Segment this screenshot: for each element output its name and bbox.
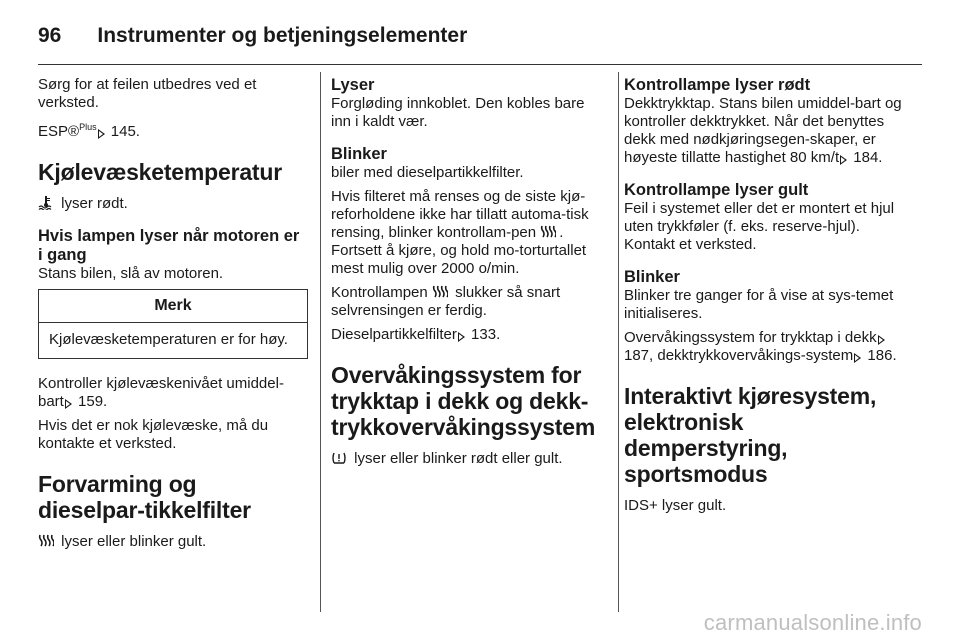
- paragraph: [331, 284, 603, 320]
- esp-label: ESP®: [38, 123, 80, 140]
- tpms-text: lyser eller blinker rødt eller gult.: [350, 450, 563, 467]
- monitor-text: Overvåkingssystem for trykktap i dekk: [624, 329, 877, 346]
- subsection-heading: Kontrollampe lyser rødt: [624, 76, 811, 94]
- page-ref: 159.: [73, 393, 108, 410]
- subsection-heading: Lyser: [331, 76, 375, 94]
- page-header: [38, 16, 467, 56]
- column-middle: [331, 76, 603, 474]
- section-heading: Interaktivt kjøresystem, elektronisk demperstyring, sportsmodus: [624, 383, 877, 487]
- paragraph: [624, 329, 909, 365]
- page-ref: 184.: [849, 149, 883, 166]
- paragraph: Blinker tre ganger for å vise at sys-temet initialiseres.: [624, 287, 894, 322]
- tire-pressure-icon: [331, 451, 347, 465]
- subsection-heading: Blinker: [624, 268, 680, 286]
- paragraph: [38, 195, 308, 213]
- paragraph: [331, 326, 603, 344]
- section-heading: Overvåkingssystem for trykktap i dekk og dekk-trykkovervåkingssystem: [331, 362, 596, 440]
- page-ref: 133.: [466, 326, 501, 343]
- filter-text-2: . Fortsett å kjøre, og hold mo-torturtallet mest mulig over 2000 o/min.: [331, 224, 587, 277]
- paragraph: Stans bilen, slå av motoren.: [38, 265, 224, 282]
- paragraph: Feil i systemet eller det er montert et hjul uten trykkføler (f. eks. reserve-hjul). Kontakt et verksted.: [624, 200, 895, 253]
- subsection-heading: Blinker: [331, 145, 387, 163]
- paragraph: [38, 375, 308, 411]
- red-text: Dekktrykktap. Stans bilen umiddel-bart og kontroller dekktrykket. Når det benyttes dekk med nødkjøringsegen-skaper, er høyeste tillatte hastighet 80 km/t: [624, 95, 902, 166]
- page-ref-arrow-icon: [854, 350, 862, 360]
- page-ref: 145.: [106, 123, 140, 140]
- section-heading: Kjølevæsketemperatur: [38, 159, 282, 185]
- page-ref: 187, dekktrykkovervåkings-system: [624, 347, 854, 364]
- header-rule: [38, 64, 922, 65]
- column-divider: [618, 72, 619, 612]
- paragraph: [38, 118, 308, 141]
- paragraph: biler med dieselpartikkelfilter.: [331, 164, 524, 181]
- check-text: Kontroller kjølevæskenivået umiddel-bart: [38, 375, 284, 410]
- lamp-pre: Kontrollampen: [331, 284, 428, 301]
- subsection-heading: Hvis lampen lyser når motoren er i gang: [38, 227, 300, 264]
- note-title: Merk: [39, 290, 307, 323]
- note-box: [38, 289, 308, 359]
- paragraph: [331, 450, 603, 468]
- page-ref-arrow-icon: [65, 396, 73, 406]
- watermark: carmanualsonline.info: [703, 610, 922, 635]
- note-body: Kjølevæsketemperaturen er for høy.: [49, 331, 288, 348]
- column-divider: [320, 72, 321, 612]
- paragraph: Hvis det er nok kjølevæske, må du kontakte et verksted.: [38, 417, 269, 452]
- paragraph: [38, 533, 308, 551]
- page-ref-arrow-icon: [458, 329, 466, 339]
- preheat-text: lyser eller blinker gult.: [57, 533, 207, 550]
- glow-plug-icon: [38, 534, 54, 548]
- paragraph: Sørg for at feilen utbedres ved et verksted.: [38, 76, 257, 111]
- page-ref-arrow-icon: [840, 152, 848, 162]
- coolant-text: lyser rødt.: [57, 195, 128, 212]
- paragraph: [624, 95, 909, 167]
- paragraph: [331, 188, 603, 278]
- page-title: Instrumenter og betjeningselementer: [97, 24, 468, 47]
- glow-plug-icon: [432, 285, 448, 299]
- page-ref-arrow-icon: [878, 332, 886, 342]
- subsection-heading: Kontrollampe lyser gult: [624, 181, 809, 199]
- page-number: 96: [38, 24, 62, 47]
- filter-text: Hvis filteret må renses og de siste kjø-reforholdene ikke har tillatt automa-tisk rensing, blinker kontrollam-pen: [331, 188, 589, 241]
- dpf-text: Dieselpartikkelfilter: [331, 326, 457, 343]
- page-ref: 186.: [863, 347, 897, 364]
- esp-superscript: Plus: [79, 122, 97, 132]
- lamp-post: slukker så snart selvrensingen er ferdig.: [331, 284, 561, 319]
- column-right: [624, 76, 909, 521]
- page-ref-arrow-icon: [98, 126, 106, 136]
- paragraph: IDS+ lyser gult.: [624, 497, 727, 514]
- section-heading: Forvarming og dieselpar-tikkelfilter: [38, 471, 251, 523]
- paragraph: Forgløding innkoblet. Den kobles bare inn i kaldt vær.: [331, 95, 585, 130]
- column-left: [38, 76, 308, 557]
- glow-plug-icon: [540, 225, 556, 239]
- coolant-temperature-icon: [38, 196, 54, 210]
